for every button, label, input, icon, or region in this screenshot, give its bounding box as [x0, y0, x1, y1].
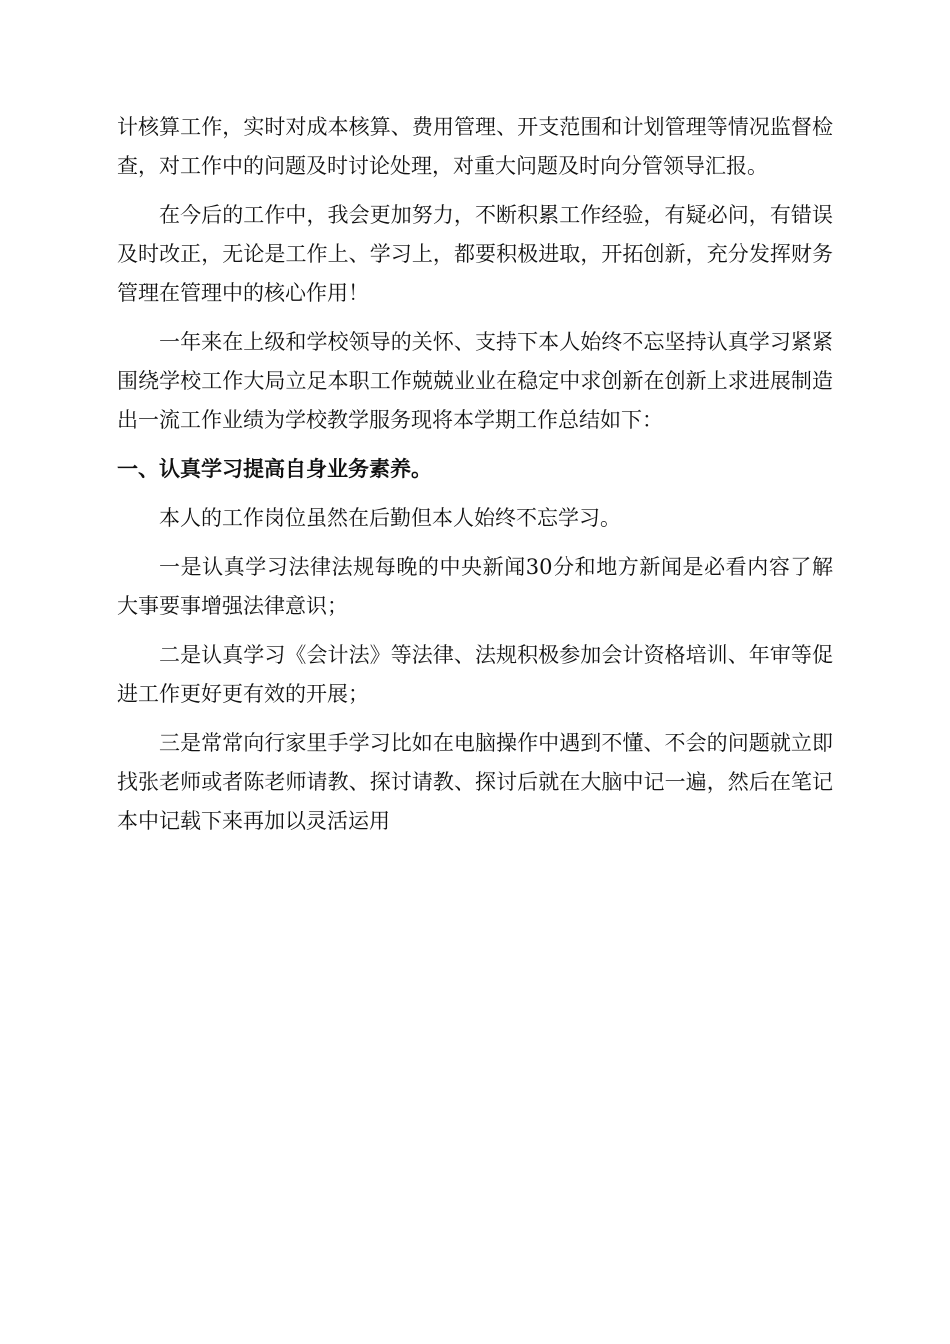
paragraph-study-point-2: 二是认真学习《会计法》等法律、法规积极参加会计资格培训、年审等促进工作更好更有效的开展； [117, 643, 833, 706]
paragraph-study-intro: 本人的工作岗位虽然在后勤但本人始终不忘学习。 [159, 506, 621, 530]
paragraph-continuation: 计核算工作，实时对成本核算、费用管理、开支范围和计划管理等情况监督检查，对工作中的问题及时讨论处理，对重大问题及时向分管领导汇报。 [117, 115, 833, 178]
document-body [117, 108, 833, 851]
paragraph-study-point-1: 一是认真学习法律法规每晚的中央新闻30分和地方新闻是必看内容了解大事要事增强法律意识； [117, 555, 833, 618]
paragraph-summary-intro: 一年来在上级和学校领导的关怀、支持下本人始终不忘坚持认真学习紧紧围绕学校工作大局立足本职工作兢兢业业在稳定中求创新在创新上求进展制造出一流工作业绩为学校教学服务现将本学期工作总结如下： [117, 330, 833, 432]
paragraph-future-work: 在今后的工作中，我会更加努力，不断积累工作经验，有疑必问，有错误及时改正，无论是工作上、学习上，都要积极进取，开拓创新，充分发挥财务管理在管理中的核心作用！ [117, 203, 833, 305]
section-heading: 一、认真学习提高自身业务素养。 [117, 457, 432, 481]
paragraph-study-point-3: 三是常常向行家里手学习比如在电脑操作中遇到不懂、不会的问题就立即找张老师或者陈老师请教、探讨请教、探讨后就在大脑中记一遍，然后在笔记本中记载下来再加以灵活运用 [117, 731, 833, 833]
